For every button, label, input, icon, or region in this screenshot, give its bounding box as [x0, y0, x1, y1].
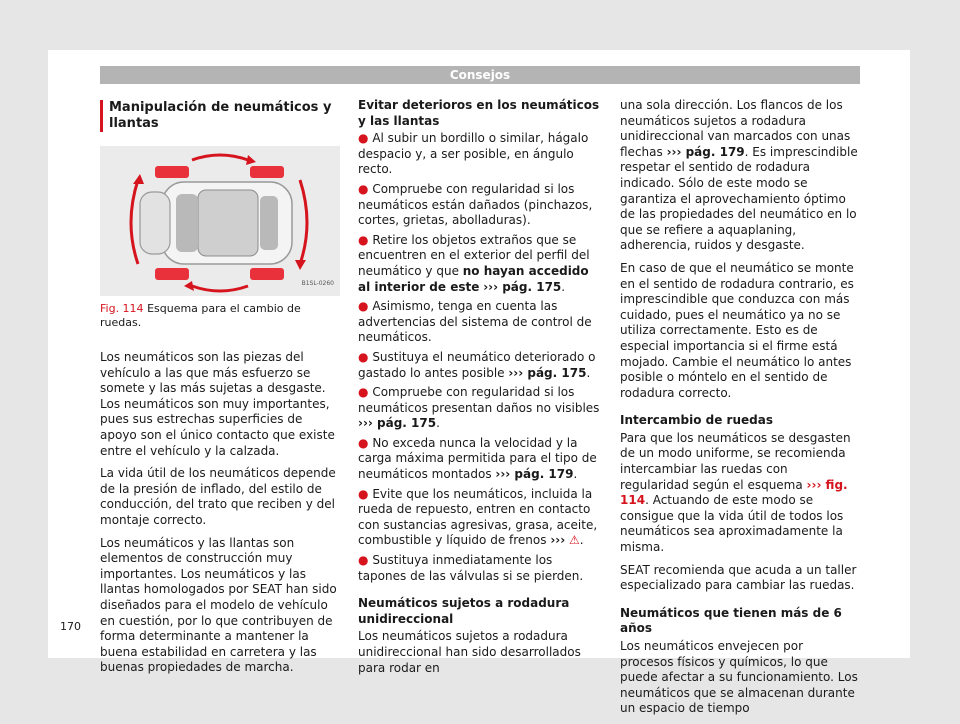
- page-link[interactable]: ››› pág. 179: [495, 467, 574, 482]
- arrow-top-head: [246, 155, 256, 165]
- paragraph-text: una sola dirección. Los flancos de los neumáticos sujetos a rodadura unidireccional van marcados con unas flechas: [620, 98, 851, 159]
- list-item: ● Sustituya el neumático deteriorado o gastado lo antes posible ››› pág. 175.: [358, 349, 596, 380]
- paragraph: [620, 431, 860, 556]
- list-item-text: Sustituya el neumático deteriorado o gastado lo antes posible: [358, 349, 596, 380]
- paragraph: Los neumáticos envejecen por procesos físicos y químicos, lo que puede afectar a su funcionamiento. Los neumáticos que se almacenan durante un espacio de tiempo: [620, 639, 858, 716]
- subheading: Neumáticos que tienen más de 6 años: [620, 605, 842, 636]
- list-item-bold: no hayan accedido al interior de este: [358, 263, 589, 294]
- subheading: Evitar deterioros en los neumáticos y las llantas: [358, 98, 600, 128]
- list-item: [358, 553, 602, 584]
- warning-triangle-icon: ⚠: [568, 533, 580, 548]
- subheading: Intercambio de ruedas: [620, 413, 773, 428]
- paragraph: La vida útil de los neumáticos depende de la presión de inflado, del estilo de conducción, del trato que reciben y del montaje correcto.: [100, 466, 336, 527]
- page-number: 170: [60, 620, 81, 633]
- paragraph: [620, 98, 860, 254]
- list-item-text: Compruebe con regularidad si los neumáticos presentan daños no visibles: [358, 385, 600, 415]
- subheading: Neumáticos sujetos a rodadura unidireccional: [358, 596, 570, 626]
- wheel-rotation-figure: [100, 146, 340, 296]
- paragraph: Los neumáticos y las llantas son elementos de construcción muy importantes. Los neumáticos y las llantas homologados por SEAT han sido diseñados para el modelo de vehículo en cuestión, por lo que contribuyen de forma determinante a mantener la buena estabilidad en carretera y las buenas propiedades de marcha.: [100, 535, 337, 675]
- car-top-view-illustration: [100, 146, 340, 296]
- bullet-icon: ●: [358, 299, 369, 314]
- bullet-icon: ●: [358, 486, 369, 501]
- arrow-left-head: [133, 174, 144, 184]
- column-left: [100, 100, 340, 683]
- page-link[interactable]: ››› pág. 175: [483, 279, 562, 294]
- warning-link[interactable]: ›››: [550, 533, 566, 548]
- front-left-wheel: [155, 166, 189, 178]
- rear-right-wheel: [250, 268, 284, 280]
- list-item: ● Compruebe con regularidad si los neumáticos presentan daños no visibles ››› pág. 175.: [358, 385, 600, 431]
- rear-window: [260, 196, 278, 250]
- bullet-icon: ●: [358, 232, 369, 247]
- arrow-left: [131, 180, 138, 264]
- rear-left-wheel: [250, 166, 284, 178]
- page-link[interactable]: ››› pág. 175: [358, 416, 437, 431]
- bullet-icon: ●: [358, 349, 369, 364]
- paragraph: Los neumáticos sujetos a rodadura unidireccional han sido desarrollados para rodar en: [358, 629, 581, 675]
- list-item: [358, 182, 602, 229]
- front-right-wheel: [155, 268, 189, 280]
- bullet-icon: ●: [358, 385, 369, 400]
- page-link[interactable]: ››› pág. 179: [666, 144, 745, 159]
- page-link[interactable]: ››› pág. 175: [508, 365, 587, 380]
- list-item-text: Retire los objetos extraños que se encuentren en el exterior del perfil del neumático y que: [358, 232, 590, 278]
- list-item-text: Compruebe con regularidad si los neumáticos están dañados (pinchazos, cortes, grietas, abolladuras).: [358, 181, 593, 228]
- list-item-text: No exceda nunca la velocidad y la carga máxima permitida para el tipo de neumáticos montados: [358, 435, 597, 482]
- arrow-bottom-head: [184, 281, 194, 291]
- car-roof: [198, 190, 258, 256]
- paragraph-text: Para que los neumáticos se desgasten de un modo uniforme, se recomienda intercambiar las ruedas con regularidad según el esquema: [620, 430, 851, 492]
- column-right: [620, 98, 860, 724]
- column-middle: [358, 98, 602, 683]
- list-item: [358, 299, 602, 346]
- figure-caption: [100, 302, 340, 330]
- bullet-icon: ●: [358, 131, 369, 146]
- arrow-bottom: [192, 286, 248, 291]
- list-item-text: Sustituya inmediatamente los tapones de las válvulas si se pierden.: [358, 553, 584, 583]
- list-item-text: Evite que los neumáticos, incluida la rueda de repuesto, entren en contacto con sustancias agresivas, grasa, aceite, combustible y líquido de frenos: [358, 486, 598, 548]
- car-front: [140, 192, 170, 254]
- figure-code: B1SL-0260: [301, 280, 334, 288]
- windshield: [176, 194, 198, 252]
- list-item: ● No exceda nunca la velocidad y la carga máxima permitida para el tipo de neumáticos montados ››› pág. 179.: [358, 435, 597, 482]
- bullet-icon: ●: [358, 553, 369, 568]
- paragraph: Los neumáticos son las piezas del vehículo a las que más esfuerzo se somete y las más sujetas a desgaste. Los neumáticos son muy importantes, pues sus estrechas superficies de apoyo son el único contacto que existe entre el vehículo y la calzada.: [100, 350, 335, 458]
- paragraph: SEAT recomienda que acuda a un taller especializado para cambiar las ruedas.: [620, 562, 857, 593]
- figure-label: Fig. 114: [100, 302, 144, 315]
- arrow-right-head: [295, 260, 306, 270]
- paragraph-text: . Es imprescindible respetar el sentido de rodadura indicado. Sólo de este modo se garantiza el aprovechamiento óptimo de las propiedades del neumático en lo que se refiere a aquaplaning, adherencia, ruidos y desgaste.: [620, 144, 858, 253]
- chapter-header: Consejos: [100, 66, 860, 84]
- list-item: [358, 131, 602, 178]
- arrow-right: [300, 180, 307, 264]
- list-item-text: Al subir un bordillo o similar, hágalo despacio y, a ser posible, en ángulo recto.: [358, 131, 589, 177]
- figure-caption-text: Esquema para el cambio de ruedas.: [100, 302, 301, 329]
- list-item: ● Retire los objetos extraños que se encuentren en el exterior del perfil del neumático y que no hayan accedido al interior de este ››› pág. 175.: [358, 232, 590, 294]
- bullet-icon: ●: [358, 181, 369, 196]
- paragraph: En caso de que el neumático se monte en el sentido de rodadura contrario, es imprescindible que conduzca con más cuidado, pues el neumático ya no se utiliza correctamente. Esto es de especial importancia si el firme está mojado. Cambie el neumático lo antes posible o móntelo en el sentido de rodadura correcto.: [620, 260, 854, 400]
- figure-link[interactable]: ››› fig. 114: [620, 477, 848, 508]
- bullet-icon: ●: [358, 435, 369, 450]
- list-item-text: Asimismo, tenga en cuenta las advertencias del sistema de control de neumáticos.: [358, 299, 592, 345]
- section-title: Manipulación de neumáticos y llantas: [100, 100, 340, 132]
- list-item: ● Evite que los neumáticos, incluida la rueda de repuesto, entren en contacto con sustancias agresivas, grasa, aceite, combustible y líquido de frenos ››› ⚠.: [358, 486, 598, 548]
- arrow-top: [192, 155, 248, 160]
- paragraph-text: . Actuando de este modo se consigue que la vida útil de todos los neumáticos sea aproximadamente la misma.: [620, 493, 844, 555]
